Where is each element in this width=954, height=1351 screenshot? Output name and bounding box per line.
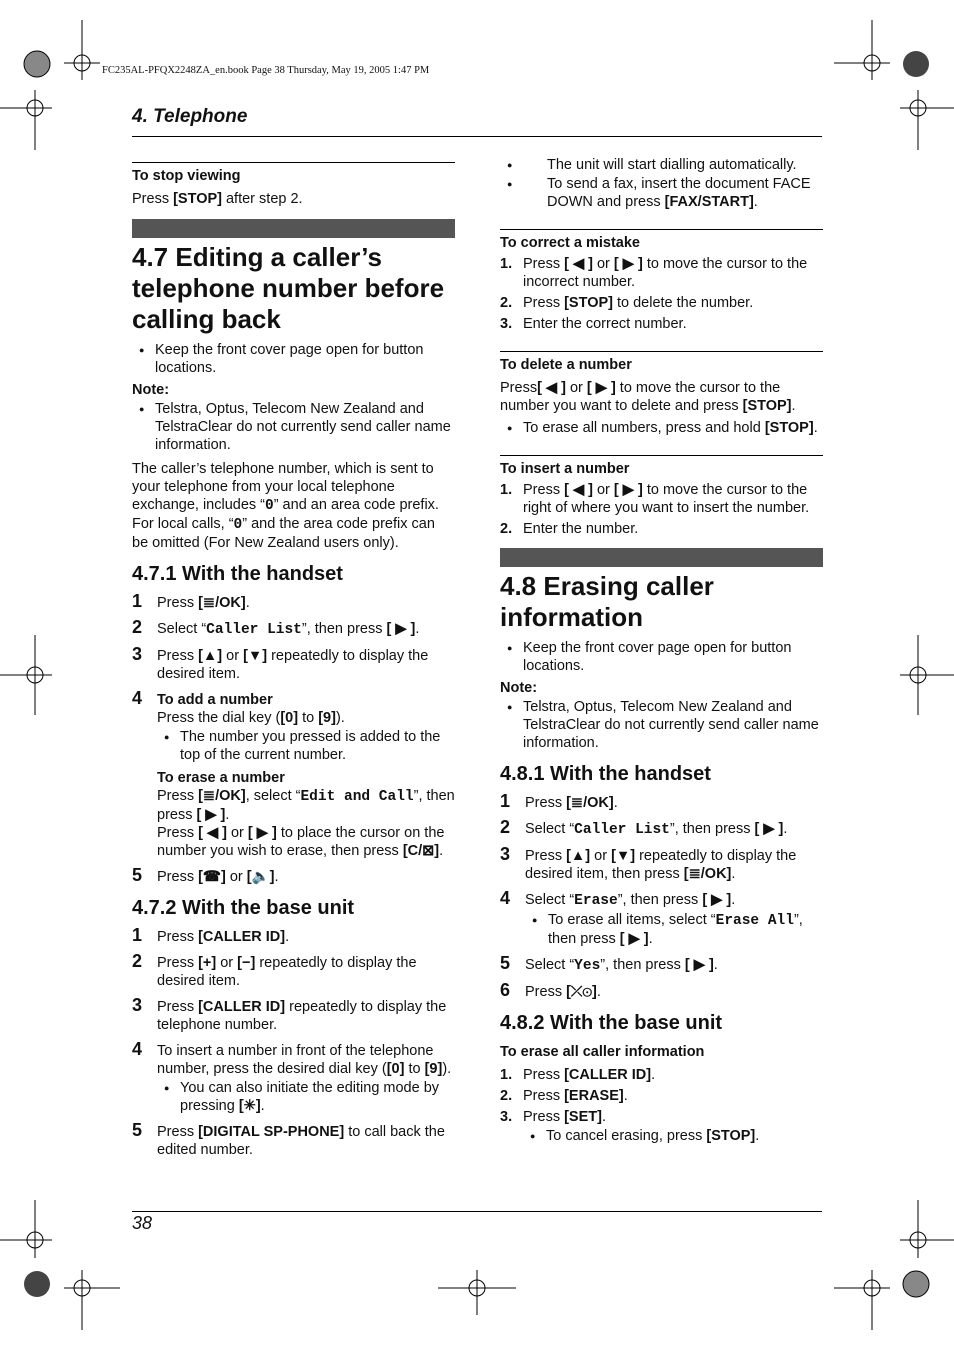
correct-step-3: 3. Enter the correct number. bbox=[500, 316, 687, 332]
print-info: FC235AL-PFQX2248ZA_en.book Page 38 Thursday, May 19, 2005 1:47 PM bbox=[102, 65, 430, 76]
step-3: 3 Press [▲] or [▼] repeatedly to display the desired item. bbox=[132, 644, 429, 682]
crosshair-icon bbox=[900, 90, 954, 150]
base-step-3: 3 Press [CALLER ID] repeatedly to display the telephone number. bbox=[132, 995, 447, 1033]
note-label: Note: bbox=[500, 680, 538, 696]
intro-paragraph: The caller’s telephone number, which is sent to your telephone from your local telephone exchange, includes “0” and an area code prefix. For local calls, “0” and the area code prefix can be omitted (For New Zealand users only). bbox=[132, 461, 439, 551]
subsection-4-8-1: 4.8.1 With the handset bbox=[500, 763, 711, 785]
chapter-header: 4. Telephone bbox=[132, 106, 248, 127]
base-step-2: 2 Press [+] or [−] repeatedly to display the desired item. bbox=[132, 951, 417, 989]
delete-bullet: ● To erase all numbers, press and hold [STOP]. bbox=[500, 419, 823, 437]
note-text: ● Telstra, Optus, Telecom New Zealand and TelstraClear do not currently send caller name information. bbox=[500, 698, 823, 752]
base-step-4: 4 To insert a number in front of the telephone number, press the desired dial key ([0] to [9]). ● You can also initiate the editing mode by pressing [✳]. bbox=[132, 1042, 455, 1115]
crosshair-icon bbox=[0, 90, 52, 150]
page-number: 38 bbox=[132, 1213, 153, 1233]
step-5: 5 Press [☎] or [🔈]. bbox=[132, 865, 279, 885]
bullet-keep-cover: ● Keep the front cover page open for button locations. bbox=[500, 639, 823, 675]
delete-number-title: To delete a number bbox=[500, 357, 632, 373]
subsection-4-7-2: 4.7.2 With the base unit bbox=[132, 897, 355, 919]
registration-dot-icon bbox=[24, 1271, 50, 1297]
stop-viewing-text: Press [STOP] after step 2. bbox=[132, 191, 303, 207]
bullet-send-fax: ● To send a fax, insert the document FACE DOWN and press [FAX/START]. bbox=[500, 175, 823, 211]
crosshair-icon bbox=[900, 635, 954, 715]
crosshair-icon bbox=[834, 20, 890, 80]
base-erase-step-2: 2. Press [ERASE]. bbox=[500, 1088, 628, 1104]
registration-dot-icon bbox=[903, 1271, 929, 1297]
registration-dot-icon bbox=[903, 51, 929, 77]
bullet-keep-cover: ● Keep the front cover page open for button locations. bbox=[132, 341, 455, 377]
erase-step-3: 3 Press [▲] or [▼] repeatedly to display the desired item, then press [≣/OK]. bbox=[500, 844, 797, 882]
crosshair-icon bbox=[438, 1270, 516, 1315]
subsection-4-8-2: 4.8.2 With the base unit bbox=[500, 1012, 723, 1034]
correct-step-1: 1. Press [ ◀ ] or [ ▶ ] to move the cursor to the incorrect number. bbox=[500, 256, 808, 290]
registration-dot-icon bbox=[24, 51, 50, 77]
step-1: 1 Press [≣/OK]. bbox=[132, 591, 250, 611]
base-erase-step-1: 1. Press [CALLER ID]. bbox=[500, 1067, 656, 1083]
erase-step-6: 6 Press [⤫⊙]. bbox=[500, 980, 601, 1000]
erase-step-1: 1 Press [≣/OK]. bbox=[500, 791, 618, 811]
correct-mistake-title: To correct a mistake bbox=[500, 235, 640, 251]
insert-number-title: To insert a number bbox=[500, 461, 630, 477]
section-title-4-7: 4.7 Editing a caller’s telephone number before calling back bbox=[132, 242, 445, 334]
erase-all-title: To erase all caller information bbox=[500, 1044, 705, 1060]
crosshair-icon bbox=[900, 1200, 954, 1258]
correct-step-2: 2. Press [STOP] to delete the number. bbox=[500, 295, 754, 311]
delete-text: Press[ ◀ ] or [ ▶ ] to move the cursor to the number you want to delete and press [STOP]. bbox=[500, 380, 796, 414]
base-step-5: 5 Press [DIGITAL SP-PHONE] to call back the edited number. bbox=[132, 1120, 445, 1158]
note-label: Note: bbox=[132, 382, 170, 398]
insert-step-1: 1. Press [ ◀ ] or [ ▶ ] to move the cursor to the right of where you want to insert the number. bbox=[500, 482, 810, 516]
insert-step-2: 2. Enter the number. bbox=[500, 521, 639, 537]
erase-step-4: 4 Select “Erase”, then press [ ▶ ]. ● To erase all items, select “Erase All”, then press [ ▶ ]. bbox=[500, 891, 823, 948]
crosshair-icon bbox=[0, 1200, 52, 1258]
crosshair-icon bbox=[0, 635, 52, 715]
crosshair-icon bbox=[64, 20, 100, 80]
base-step-1: 1 Press [CALLER ID]. bbox=[132, 925, 290, 945]
base-erase-step-3: 3. Press [SET]. ● To cancel erasing, press [STOP]. bbox=[500, 1108, 823, 1145]
crosshair-icon bbox=[834, 1270, 890, 1330]
erase-step-2: 2 Select “Caller List”, then press [ ▶ ]. bbox=[500, 817, 788, 838]
subsection-4-7-1: 4.7.1 With the handset bbox=[132, 563, 343, 585]
section-title-4-8: 4.8 Erasing caller information bbox=[500, 571, 714, 632]
stop-viewing-title: To stop viewing bbox=[132, 168, 241, 184]
step-4: 4 To add a number Press the dial key ([0] to [9]). ● The number you pressed is added to the top of the current number. To erase a number Press [≣/OK], select “Edit and Call”, then press [ ▶ ]. Press [ ◀ ] or [ ▶ ] to place the cursor on the number you wish to erase, then press [C/⊠]. bbox=[132, 691, 455, 860]
step-2: 2 Select “Caller List”, then press [ ▶ ]. bbox=[132, 617, 420, 638]
note-text: ● Telstra, Optus, Telecom New Zealand and TelstraClear do not currently send caller name information. bbox=[132, 400, 455, 454]
crosshair-icon bbox=[64, 1270, 120, 1330]
erase-step-5: 5 Select “Yes”, then press [ ▶ ]. bbox=[500, 953, 718, 974]
bullet-auto-dial: ● The unit will start dialling automatically. bbox=[500, 156, 823, 174]
